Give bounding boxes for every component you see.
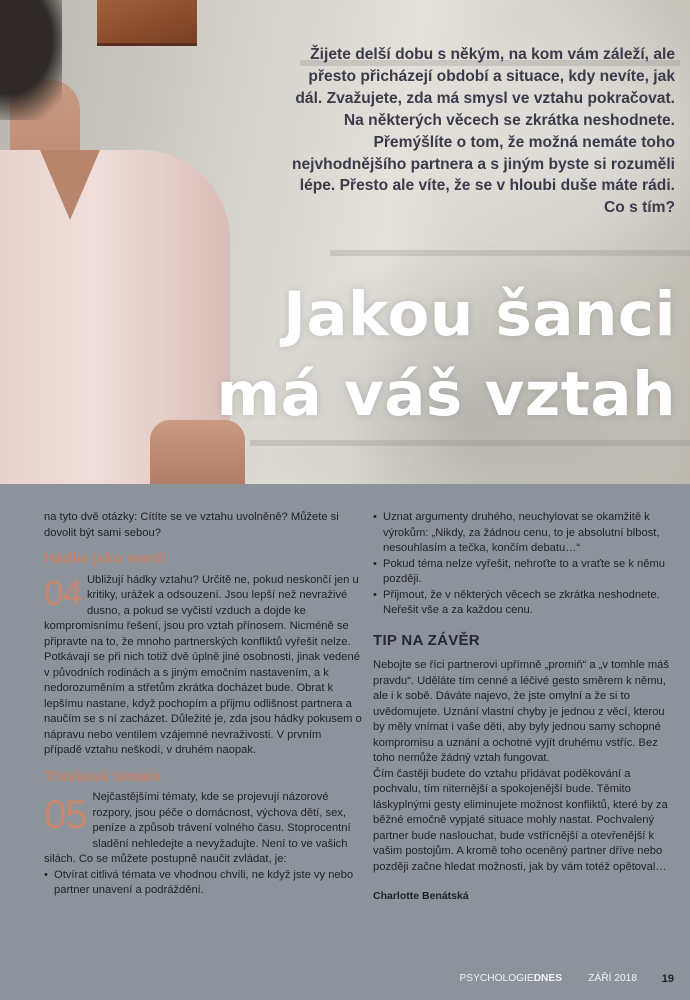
tip-paragraph-2: Čím častěji budete do vztahu přidávat poděkování a pochvalu, tím niternější a spokojenější bude. Těmito láskyplnými gesty eliminujete možnost konfliktů, které by za běžné emočně vypjaté situace mohly nastat. Pochvalený partner bude naslouchat, bude vstřícnější a otevřenější k vašim postojům. A kromě toho oceněný partner dříve nebo později začne hledat možnosti, jak by vám totéž opětoval…: [373, 767, 668, 873]
list-item: • Přijmout, že v některých věcech se zkrátka neshodnete. Neřešit vše a za každou cenu.: [373, 588, 673, 619]
magazine-name: [460, 973, 562, 984]
intro-lead: Žijete delší dobu s někým, na kom vám záleží, ale přesto přicházejí období a situace, kdy nevíte, jak dál. Zvažujete, zda má smysl ve vztahu pokračovat. Na některých věcech se zkrátka neshodnete. Přemýšlíte o tom, že možná nemáte toho nejvhodnějšího partnera a s jiným byste si rozuměli lépe. Přesto ale víte, že se v hloubi duše máte rádi. Co s tím?: [291, 46, 675, 217]
section-04-title: Hádka jako ventil: [44, 551, 166, 567]
section-05-title: Třaskavá témata: [44, 768, 161, 785]
wall-painting: [97, 0, 197, 46]
wall-texture: [250, 440, 690, 446]
tips-bullets: [373, 510, 673, 619]
list-item: • Otvírat citlivá témata ve vhodnou chvíli, ne když jste vy nebo partner unavení a podráždění.: [44, 868, 362, 899]
headline-line-2: má váš vztah: [216, 359, 676, 430]
section-04-text: Ubližují hádky vztahu? Určitě ne, pokud neskončí jen u kritiky, urážek a odsouzení. Jsou lepší než nevraživé dusno, a pokud se vyčistí vzduch a dojde ke kompromisnímu řešení, jsou pro vztah přínosem. Nicméně se připravte na to, že mnoho partnerských konfliktů vyřešit nelze. Potkávají se při nich totiž dvě úplně jiné osobnosti, jinak vedené v původních rodinách a s jiným emočním nastavením, a k nedorozuměním a střetům zkrátka docházet bude. Obrat k lepšímu nastane, když pochopím a přijmu odlišnost partnera a naučím se s ní zacházet. Důležité je, zda jsou hádky pokusem o nápravu nebo ventilem vzájemné nevraživosti. V prvním případě vztahu neškodí, v druhém naopak.: [44, 573, 362, 756]
tip-paragraph-1: Nebojte se říci partnerovi upřímně „promiň“ a „v tomhle máš pravdu“. Uděláte tím cenné a léčivé gesto směrem k němu, ale i k sobě. Dáváte najevo, že jste omylní a že si to uvědomujete. Uznání vlastní chyby je jednou z věcí, kterou by měly vnímat i vaše děti, aby byly jednou samy schopné kompromisu a uznání a ochotné vyjít druhému vstříc. Bez toho nemůže žádný vztah fungovat.: [373, 659, 669, 764]
section-05-bullets: [44, 868, 362, 899]
hero-photo: [0, 0, 690, 484]
page-number: 19: [661, 973, 674, 985]
section-05-text: Nejčastějšími tématy, kde se projevují názorové rozpory, jsou péče o domácnost, výchova dětí, sex, peníze a způsob trávení volného času. Stoprocentní sladění nehledejte a nevyžadujte. Není to ve vašich silách. Co se můžete postupně naučit zvládat, je:: [44, 791, 351, 865]
right-column: [373, 510, 673, 905]
section-05-number: 05: [44, 793, 87, 837]
issue-date: ZÁŘÍ 2018: [588, 973, 637, 984]
left-column: [44, 510, 362, 899]
magazine-name-b: DNES: [533, 973, 562, 984]
tip-title: TIP NA ZÁVĚR: [373, 631, 480, 649]
list-item: • Uznat argumenty druhého, neuchylovat se okamžitě k výrokům: „Nikdy, za žádnou cenu, to je absolutní blbost, nesouhlasím a tečka, končím debatu…“: [373, 510, 673, 557]
wall-texture: [330, 250, 690, 256]
shirt-collar: [40, 150, 100, 220]
page-footer: [0, 960, 690, 1000]
magazine-name-a: PSYCHOLOGIE: [459, 973, 534, 984]
list-item: • Pokud téma nelze vyřešit, nehroťte to a vraťte se k němu později.: [373, 557, 673, 588]
man-hair: [0, 0, 62, 120]
author-name: Charlotte Benátská: [373, 890, 469, 902]
continuation-text: na tyto dvě otázky: Cítíte se ve vztahu uvolněně? Můžete si dovolit být sami sebou?: [44, 511, 339, 539]
headline-line-1: Jakou šanci: [283, 279, 676, 350]
section-04-number: 04: [44, 573, 81, 613]
section-05: [44, 770, 362, 899]
section-04: [44, 552, 362, 759]
